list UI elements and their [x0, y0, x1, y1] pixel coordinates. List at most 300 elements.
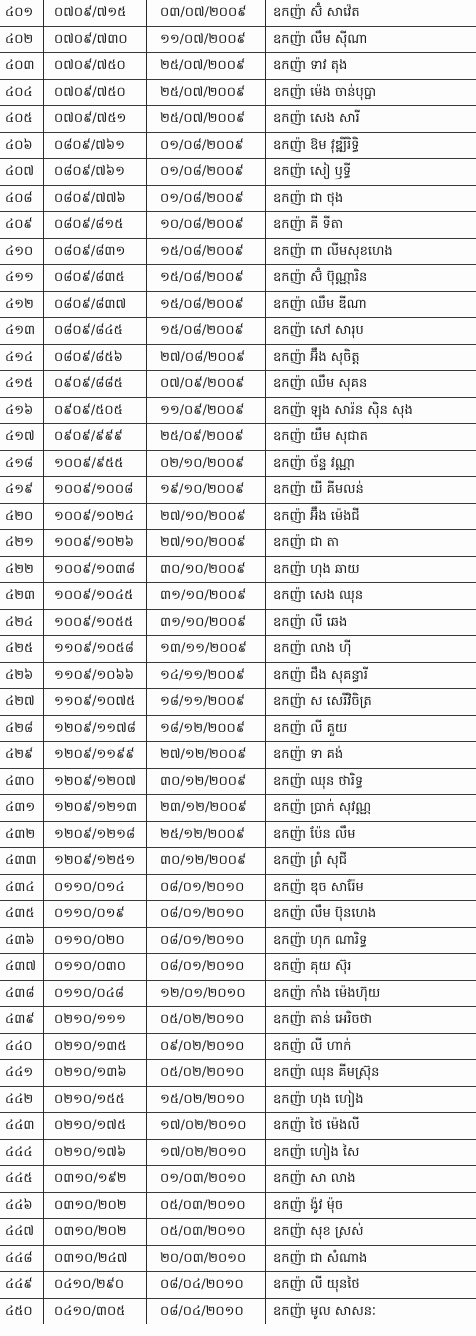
table-row	[0, 583, 476, 610]
name-cell	[266, 1033, 476, 1060]
date-cell: ០១/០៨/២០០៩	[147, 185, 266, 212]
date-cell: ១៨/១១/២០០៩	[147, 689, 266, 716]
reference-number: ០១១០/០៣០	[44, 954, 147, 981]
name-cell	[266, 1139, 476, 1166]
date-cell: ១៧/០២/២០១០	[147, 1139, 266, 1166]
name-cell	[266, 954, 476, 981]
date-cell: ៣០/១២/២០០៩	[147, 848, 266, 875]
honorific-title: ឧកញ៉ា	[273, 1012, 307, 1028]
row-number: ៤០៥	[0, 106, 44, 133]
row-number: ៤៣១	[0, 795, 44, 822]
name-cell	[266, 609, 476, 636]
row-number: ៤១១	[0, 265, 44, 292]
reference-number: ០៩០៩/៩៩៩	[44, 424, 147, 451]
table-row	[0, 1113, 476, 1140]
table-row	[0, 79, 476, 106]
reference-number: ០២១០/១៧៥	[44, 1113, 147, 1140]
date-cell: ៣១/១០/២០០៩	[147, 609, 266, 636]
row-number: ៤០៤	[0, 79, 44, 106]
name-cell	[266, 1192, 476, 1219]
row-number: ៤២៣	[0, 583, 44, 610]
date-cell: ១៥/០៨/២០០៩	[147, 238, 266, 265]
row-number: ៤៤៥	[0, 1166, 44, 1193]
reference-number: ១២០៩/១២០៧	[44, 768, 147, 795]
row-number: ៤១៧	[0, 424, 44, 451]
honorific-title: ឧកញ៉ា	[273, 720, 307, 736]
date-cell: ០១/០៨/២០០៩	[147, 132, 266, 159]
table-row	[0, 927, 476, 954]
row-number: ៤២៥	[0, 636, 44, 663]
name-cell	[266, 742, 476, 769]
row-number: ៤០៣	[0, 53, 44, 80]
person-name: សា លាង	[310, 1171, 356, 1187]
row-number: ៤១២	[0, 291, 44, 318]
person-name: ជឹង សុគន្ធារី	[310, 667, 368, 683]
person-name: លី ហាក់	[310, 1038, 352, 1054]
table-row	[0, 742, 476, 769]
table-row	[0, 477, 476, 504]
name-cell	[266, 477, 476, 504]
name-cell	[266, 1298, 476, 1324]
honorific-title: ឧកញ៉ា	[273, 84, 307, 100]
honorific-title: ឧកញ៉ា	[273, 1144, 307, 1160]
table-row	[0, 397, 476, 424]
row-number: ៤៣៩	[0, 1007, 44, 1034]
reference-number: ១១០៩/១០៥៨	[44, 636, 147, 663]
person-name: លី យុនថៃ	[310, 1277, 360, 1293]
honorific-title: ឧកញ៉ា	[273, 111, 307, 127]
reference-number: ០៤១០/៣០៥	[44, 1298, 147, 1324]
reference-number: ១០០៩/៩៥៥	[44, 450, 147, 477]
table-row	[0, 106, 476, 133]
row-number: ៤៣៣	[0, 848, 44, 875]
reference-number: ០៣១០/២៤៧	[44, 1245, 147, 1272]
table-row	[0, 556, 476, 583]
name-cell	[266, 185, 476, 212]
name-cell	[266, 132, 476, 159]
reference-number: ០២១០/១១១	[44, 1007, 147, 1034]
reference-number: ០២១០/១៣៥	[44, 1033, 147, 1060]
honorific-title: ឧកញ៉ា	[273, 747, 307, 763]
person-name: មូល សាសនៈ	[310, 1303, 377, 1319]
person-name: ស សេរីវិចិត្រ	[310, 694, 372, 710]
name-cell	[266, 980, 476, 1007]
row-number: ៤១៣	[0, 318, 44, 345]
row-number: ៤២១	[0, 530, 44, 557]
person-name: លឹម ប៊ុនហេង	[310, 906, 377, 922]
honorific-title: ឧកញ៉ា	[273, 296, 307, 312]
name-cell	[266, 1245, 476, 1272]
reference-number: ០១១០/០១៤	[44, 874, 147, 901]
person-name: ឈុន ថារិទ្ធ	[310, 773, 364, 789]
row-number: ៤៣៧	[0, 954, 44, 981]
table-row	[0, 291, 476, 318]
row-number: ៤១៤	[0, 344, 44, 371]
reference-number: ១០០៩/១០២៤	[44, 503, 147, 530]
name-cell	[266, 821, 476, 848]
name-cell	[266, 1060, 476, 1087]
date-cell: ២៥/១២/២០០៩	[147, 821, 266, 848]
row-number: ៤០២	[0, 26, 44, 53]
name-cell	[266, 848, 476, 875]
person-name: ឈឹម សុគន	[310, 376, 368, 392]
honorific-title: ឧកញ៉ា	[273, 641, 307, 657]
date-cell: ១៥/០៨/២០០៩	[147, 291, 266, 318]
row-number: ៤១៨	[0, 450, 44, 477]
person-name: អ៊ឹង ម៉េងជី	[310, 508, 360, 524]
name-cell	[266, 689, 476, 716]
honorific-title: ឧកញ៉ា	[273, 959, 307, 975]
honorific-title: ឧកញ៉ា	[273, 31, 307, 47]
table-row	[0, 901, 476, 928]
honorific-title: ឧកញ៉ា	[273, 1091, 307, 1107]
row-number: ៤០១	[5, 5, 34, 21]
date-cell: ១២/០១/២០១០	[147, 980, 266, 1007]
row-number: ៤៤៣	[0, 1113, 44, 1140]
reference-number: ០៧០៩/៧៥០	[44, 79, 147, 106]
person-name: ជា ថុង	[310, 190, 344, 206]
honorific-title: ឧកញ៉ា	[273, 270, 307, 286]
honorific-title: ឧកញ៉ា	[273, 800, 307, 816]
honorific-title: ឧកញ៉ា	[273, 1277, 307, 1293]
reference-number: ០៨០៩/៧៦១	[44, 159, 147, 186]
row-number: ៤៣៦	[0, 927, 44, 954]
person-name: យឹម សុជាត	[310, 429, 368, 445]
name-cell	[266, 636, 476, 663]
date-cell: ១៩/១០/២០០៩	[147, 477, 266, 504]
name-cell	[266, 53, 476, 80]
name-cell	[266, 26, 476, 53]
date-cell: ៣១/១០/២០០៩	[147, 583, 266, 610]
person-name: សៅ សារុប	[310, 323, 364, 339]
reference-number: ១២០៩/១២៥១	[44, 848, 147, 875]
table-row	[0, 1086, 476, 1113]
honorific-title: ឧកញ៉ា	[273, 826, 307, 842]
date-cell: ១៤/១១/២០០៩	[147, 662, 266, 689]
honorific-title: ឧកញ៉ា	[273, 508, 307, 524]
honorific-title: ឧកញ៉ា	[273, 1303, 307, 1319]
person-name: អ៊ឹង សុចិត្ត	[310, 349, 360, 365]
row-number: ៤២៧	[0, 689, 44, 716]
row-number: ៤១៩	[0, 477, 44, 504]
table-row	[0, 609, 476, 636]
table-row	[0, 821, 476, 848]
person-name: សុខ ស្រស់	[310, 1224, 364, 1240]
name-cell	[266, 583, 476, 610]
person-name: ប្រាក់ សុវណ្ណ	[310, 800, 372, 816]
date-cell: ១៧/០២/២០១០	[147, 1113, 266, 1140]
honorific-title: ឧកញ៉ា	[273, 535, 307, 551]
name-cell	[266, 715, 476, 742]
row-number: ៤០៧	[0, 159, 44, 186]
date-cell: ២៥/០៩/២០០៩	[147, 424, 266, 451]
row-number: ៤៤២	[0, 1086, 44, 1113]
reference-number: ០២១០/១៧៦	[44, 1139, 147, 1166]
reference-number: ១២០៩/១២១៨	[44, 821, 147, 848]
person-name: លី ឆេង	[310, 614, 348, 630]
name-cell	[266, 371, 476, 398]
person-name: សៀ ឫទ្ធី	[310, 164, 352, 180]
honorific-title: ឧកញ៉ា	[273, 1118, 307, 1134]
date-cell: ០៥/០៣/២០១០	[147, 1219, 266, 1246]
date-cell: ២៥/០៧/២០០៩	[147, 53, 266, 80]
table-row	[0, 1219, 476, 1246]
person-name: ច័ន្ទ វណ្ណា	[310, 455, 355, 471]
name-cell	[266, 503, 476, 530]
row-number: ៤២៤	[0, 609, 44, 636]
table-row	[0, 450, 476, 477]
honorific-title: ឧកញ៉ា	[273, 137, 307, 153]
date-cell: ១៥/០២/២០១០	[147, 1086, 266, 1113]
person-name: ង៉ូវ ម៉ុច	[310, 1197, 344, 1213]
reference-number: ១១០៩/១០៧៥	[44, 689, 147, 716]
row-number: ៤០៦	[0, 132, 44, 159]
table-row	[0, 503, 476, 530]
reference-number: ០៤១០/២៩០	[44, 1272, 147, 1299]
table-row	[0, 1166, 476, 1193]
reference-number: ០៨០៩/៨១៥	[44, 212, 147, 239]
date-cell: ០៥/០២/២០១០	[147, 1060, 266, 1087]
reference-number: ០៧០៩/៧៥១	[44, 106, 147, 133]
person-name: ហុង ហៀង	[310, 1091, 364, 1107]
date-cell: ១៨/១២/២០០៩	[147, 715, 266, 742]
person-name: ឱម វុឌ្ឍីរិទ្ធិ	[310, 137, 360, 153]
name-cell	[266, 424, 476, 451]
name-cell	[266, 768, 476, 795]
honorific-title: ឧកញ៉ា	[273, 614, 307, 630]
honorific-title: ឧកញ៉ា	[273, 190, 307, 206]
name-cell	[266, 530, 476, 557]
table-row	[0, 132, 476, 159]
table-row	[0, 318, 476, 345]
reference-number: ០៣១០/២០២	[44, 1219, 147, 1246]
table-row	[0, 1298, 476, 1324]
person-name: ព្រំ សុជី	[310, 853, 348, 869]
reference-number: ០៣១០/១៩២	[44, 1166, 147, 1193]
person-name: ជា សំណាង	[310, 1250, 368, 1266]
row-number: ៤២៨	[0, 715, 44, 742]
reference-number: ០៨០៩/៧៧៦	[44, 185, 147, 212]
person-name: ទាវ តុង	[310, 58, 348, 74]
reference-number: ១០០៩/១០៥៥	[44, 609, 147, 636]
name-cell	[266, 1007, 476, 1034]
table-row	[0, 530, 476, 557]
date-cell: ៣០/១០/២០០៩	[147, 556, 266, 583]
table-row	[0, 1033, 476, 1060]
reference-number: ១០០៩/១០៣៨	[44, 556, 147, 583]
row-number: ៤២២	[0, 556, 44, 583]
person-name: លី គួយ	[310, 720, 348, 736]
reference-number: ១២០៩/១២១៣	[44, 795, 147, 822]
row-number: ៤២៦	[0, 662, 44, 689]
honorific-title: ឧកញ៉ា	[273, 694, 307, 710]
date-cell: ២៥/០៧/២០០៩	[147, 79, 266, 106]
row-number: ៤៣២	[0, 821, 44, 848]
table-row	[0, 344, 476, 371]
date-cell: ០៨/០១/២០១០	[147, 901, 266, 928]
row-number: ៤៤១	[0, 1060, 44, 1087]
row-number: ៤៣០	[0, 768, 44, 795]
reference-number: ០៨០៩/៧៦១	[44, 132, 147, 159]
table-row	[0, 0, 476, 26]
row-number: ៤២៩	[0, 742, 44, 769]
name-cell	[266, 212, 476, 239]
table-row	[0, 874, 476, 901]
table-row	[0, 371, 476, 398]
name-cell	[266, 874, 476, 901]
date-cell: ០៩/០២/២០១០	[147, 1033, 266, 1060]
name-cell	[266, 318, 476, 345]
reference-number: ០៩០៩/៥០៥	[44, 397, 147, 424]
name-cell	[266, 159, 476, 186]
date-cell: ១១/០៧/២០០៩	[147, 26, 266, 53]
name-cell	[266, 106, 476, 133]
person-name: ថៃ ម៉េងលី	[310, 1118, 360, 1134]
date-cell: ០២/១០/២០០៩	[147, 450, 266, 477]
honorific-title: ឧកញ៉ា	[273, 932, 307, 948]
name-cell	[266, 1166, 476, 1193]
row-number: ៤២០	[0, 503, 44, 530]
honorific-title: ឧកញ៉ា	[273, 588, 307, 604]
reference-number: ០៧០៩/៧៥០	[44, 53, 147, 80]
name-cell	[266, 1219, 476, 1246]
name-cell	[266, 450, 476, 477]
table-row	[0, 689, 476, 716]
date-cell: ២៧/១២/២០០៩	[147, 742, 266, 769]
reference-number: ០៨០៩/៨៣៧	[44, 291, 147, 318]
date-cell: ០៨/០១/២០១០	[147, 954, 266, 981]
honorific-title: ឧកញ៉ា	[273, 906, 307, 922]
row-number: ៤០៨	[0, 185, 44, 212]
reference-number: ១០០៩/១០២៦	[44, 530, 147, 557]
date-cell: ០៨/០៤/២០១០	[147, 1272, 266, 1299]
table-row	[0, 768, 476, 795]
reference-number: ០១១០/០២០	[44, 927, 147, 954]
person-name: ហៀង សៃ	[310, 1144, 360, 1160]
name-cell	[266, 1086, 476, 1113]
row-number: ៤៤៦	[0, 1192, 44, 1219]
table-row	[0, 1272, 476, 1299]
date-cell: ២៧/១០/២០០៩	[147, 530, 266, 557]
honorific-title: ឧកញ៉ា	[273, 243, 307, 259]
honorific-title: ឧកញ៉ា	[273, 853, 307, 869]
person-name: ទា គង់	[310, 747, 344, 763]
name-cell	[266, 291, 476, 318]
reference-number: ១០០៩/១០០៨	[44, 477, 147, 504]
date-cell: ០៨/០១/២០១០	[147, 874, 266, 901]
table-row	[0, 1192, 476, 1219]
reference-number: ០២១០/១៥៥	[44, 1086, 147, 1113]
honorific-title: ឧកញ៉ា	[273, 985, 307, 1001]
name-cell	[266, 662, 476, 689]
honorific-title: ឧកញ៉ា	[273, 561, 307, 577]
name-cell	[266, 344, 476, 371]
table-row	[0, 715, 476, 742]
reference-number: ០៧០៩/៧៣០	[44, 26, 147, 53]
table-row	[0, 662, 476, 689]
table-row	[0, 980, 476, 1007]
table-row	[0, 159, 476, 186]
row-number: ៤១០	[0, 238, 44, 265]
table-row	[0, 1007, 476, 1034]
date-cell: ១៥/០៨/២០០៩	[147, 318, 266, 345]
date-cell: ០៧/០៩/២០០៩	[147, 371, 266, 398]
date-cell: ០៨/០១/២០១០	[147, 927, 266, 954]
honorific-title: ឧកញ៉ា	[273, 1224, 307, 1240]
date-cell: ៣០/១២/២០០៩	[147, 768, 266, 795]
row-number: ៤០៩	[0, 212, 44, 239]
date-cell: ២៧/០៨/២០០៩	[147, 344, 266, 371]
honorific-title: ឧកញ៉ា	[273, 1038, 307, 1054]
date-cell: ២៥/០៧/២០០៩	[147, 106, 266, 133]
person-name: ស៊ំ ប៊ុណ្ណារិន	[310, 270, 368, 286]
table-row	[0, 26, 476, 53]
person-name: គី ទីតា	[310, 217, 344, 233]
table-row	[0, 848, 476, 875]
name-cell	[266, 901, 476, 928]
honorific-title: ឧកញ៉ា	[273, 58, 307, 74]
honorific-title: ឧកញ៉ា	[273, 376, 307, 392]
person-name: ឈុន គីមស្រ៊ុន	[310, 1065, 380, 1081]
name-cell	[266, 795, 476, 822]
person-name: ជា តា	[310, 535, 340, 551]
table-row	[0, 1060, 476, 1087]
honorific-title: ឧកញ៉ា	[273, 1250, 307, 1266]
person-name: ពា លីមសុខហេង	[310, 243, 393, 259]
reference-number: ០៨០៩/៨៤៥	[44, 318, 147, 345]
honorific-title: ឧកញ៉ា	[273, 1065, 307, 1081]
person-name: សេង សារី	[310, 111, 360, 127]
person-name: យី គីមលន់	[310, 482, 364, 498]
reference-number: ០២១០/១៣៦	[44, 1060, 147, 1087]
date-cell: ១៣/១១/២០០៩	[147, 636, 266, 663]
name-cell	[266, 238, 476, 265]
reference-number: ១២០៩/១១៧៨	[44, 715, 147, 742]
person-name: លឹម ស៊ីណា	[310, 31, 368, 47]
name-cell	[266, 265, 476, 292]
person-name: សេង ឈុន	[310, 588, 364, 604]
honorific-title: ឧកញ៉ា	[273, 1171, 307, 1187]
honorific-title: ឧកញ៉ា	[273, 879, 307, 895]
person-name: ហុក ណារិទ្ធ	[310, 932, 368, 948]
name-cell	[266, 556, 476, 583]
table-row	[0, 1245, 476, 1272]
honorific-title: ឧកញ៉ា	[273, 1197, 307, 1213]
name-cell	[266, 1272, 476, 1299]
table-row	[0, 636, 476, 663]
date-cell: ១០/០៨/២០០៩	[147, 212, 266, 239]
name-cell	[266, 1113, 476, 1140]
row-number: ៤៤៤	[0, 1139, 44, 1166]
date-cell: ២៧/១០/២០០៩	[147, 503, 266, 530]
reference-number: ០៧០៩/៧១៥	[44, 0, 147, 26]
row-number: ៤១៥	[0, 371, 44, 398]
table-row	[0, 265, 476, 292]
honorific-title: ឧកញ៉ា	[273, 323, 307, 339]
date-cell: ១៥/០៨/២០០៩	[147, 265, 266, 292]
honorific-title: ឧកញ៉ា	[273, 217, 307, 233]
person-name: ម៉េង ចាន់បុប្ផា	[310, 84, 377, 100]
person-name: តាន់ អេរិចថា	[310, 1012, 373, 1028]
reference-number: ១០០៩/១០៤៥	[44, 583, 147, 610]
person-name: ឡុង សារ៉ន ស៊ិន សុង	[310, 402, 413, 418]
row-number: ៤៥០	[0, 1298, 44, 1324]
row-number: ៤៣៨	[0, 980, 44, 1007]
table-row	[0, 212, 476, 239]
person-name: ស៊ំ សាវ៉េត	[310, 5, 360, 21]
date-cell: ២៣/១២/២០០៩	[147, 795, 266, 822]
name-cell	[266, 927, 476, 954]
